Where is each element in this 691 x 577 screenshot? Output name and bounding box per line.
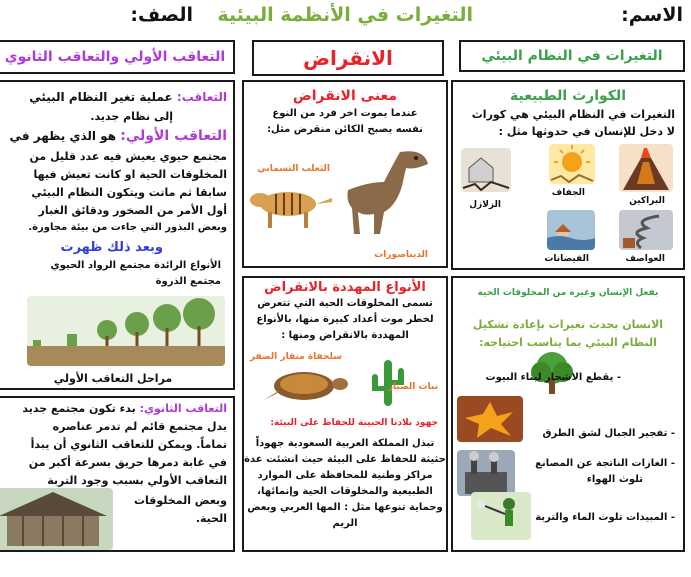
spray-icon: [471, 492, 531, 540]
sun-icon: [549, 144, 595, 184]
house-icon: [0, 488, 113, 550]
natural-disasters-panel: [451, 80, 685, 270]
secondary-succession-panel: [0, 396, 235, 552]
flood-icon: [547, 210, 595, 250]
extinction-box-title: الانقراض: [303, 46, 393, 70]
volcano-icon: [619, 144, 673, 192]
primary-line-2: مجتمع حيوي يعيش فيه عدد قليل من: [29, 150, 227, 163]
secondary-label: التعاقب الثانوي:: [139, 402, 227, 415]
meaning-text-1: عندما يموت اخر فرد من النوع: [272, 108, 418, 119]
name-label: الاسم:: [621, 4, 683, 26]
succession-stages-icon: [27, 296, 225, 366]
thylacine-label: الثعلب التسماني: [257, 164, 330, 174]
cactus-label: نبات الصبار: [387, 382, 438, 392]
endangered-text-2: لخطر موت أعداد كبيرة منها، بالأنواع: [256, 314, 434, 325]
class-label: الصف:: [130, 4, 193, 26]
meaning-text-2: نفسه يصبح الكائن منقرض مثل:: [267, 124, 423, 135]
efforts-line-6: الريم: [332, 518, 358, 529]
meaning-title: معنى الانقراض: [292, 88, 398, 104]
succession-text-2: إلى نظام جديد.: [90, 110, 173, 123]
succession-def: [29, 90, 227, 104]
human-title-1: الانسان يحدث تغيرات بإعادة تشكيل: [472, 318, 664, 331]
secondary-line-7: الحية.: [195, 512, 227, 525]
human-item-5: - المبيدات تلوث الماء والتربة: [535, 512, 675, 523]
primary-succession-panel: [0, 80, 235, 390]
secondary-line-5: التعاقب الأولي بسبب وجود التربة: [47, 474, 227, 487]
turtle-label: سلحفاة منقار الصقر: [249, 352, 342, 362]
changes-box: [459, 40, 685, 72]
extinction-meaning-panel: [242, 80, 448, 268]
thylacine-icon: [246, 180, 334, 234]
succession-text: عملية تغير النظام البيئي: [29, 90, 173, 104]
primary-line-4: سابقا ثم ماتت ويتكون النظام البيئي: [31, 186, 227, 199]
dinosaur-icon: [344, 142, 436, 238]
endangered-text-3: المهددة بالانقراض ومنها :: [281, 330, 409, 341]
endangered-text-1: تسمى المخلوقات الحية التي تتعرض: [257, 298, 433, 309]
primary-line-3: المخلوقات الحية او كانت تعيش فيها: [33, 168, 227, 181]
natural-text-1: التغيرات في النظام البيئي هي كوراث: [471, 108, 675, 121]
primary-line-1: هو الذي يظهر في: [9, 129, 117, 143]
efforts-line-5: وحماية تنوعها مثل : المها العربي وبعض: [247, 502, 443, 513]
storm-label: العواصف: [625, 254, 665, 264]
endangered-title: الأنواع المهددة بالانقراض: [264, 280, 426, 295]
human-title-2: النظام البيئي بما يناسب احتياجه:: [479, 336, 657, 349]
cracked-earth-icon: [461, 148, 511, 192]
changes-box-title: التغيرات في النظام البيئي: [481, 48, 663, 64]
turtle-icon: [260, 364, 350, 404]
endangered-panel: [242, 276, 448, 552]
dinosaur-label: الديناصورات: [374, 250, 428, 260]
earthquake-label: الزلازل: [469, 200, 501, 210]
secondary-line-2: بدل مجتمع قائم لم تدمر عناصره: [52, 420, 227, 433]
secondary-line-3: تماماً. ويمكن للتعاقب الثانوي أن يبدأ: [30, 438, 227, 451]
primary-def: [10, 128, 227, 144]
human-item-2: - تفجير الجبال لشق الطرق: [542, 428, 675, 439]
natural-disasters-title: الكوارث الطبيعية: [509, 88, 626, 104]
after-title: وبعد ذلك ظهرت: [60, 240, 163, 255]
after-line-2: مجتمع الذروة: [155, 276, 221, 287]
natural-text-2: لا دخل للإنسان في حدوثها مثل :: [498, 125, 675, 138]
factory-icon: [457, 450, 515, 496]
human-subtitle: بفعل الإنسان وغيره من المخلوقات الحية: [477, 288, 659, 298]
human-changes-panel: [451, 276, 685, 552]
succession-box: [0, 40, 235, 74]
efforts-line-1: تبذل المملكة العربية السعودية جهوداً: [255, 438, 435, 449]
primary-label: التعاقب الأولي:: [120, 128, 227, 144]
efforts-title: جهود بلادنا الحبيبة للحفاظ على البيئة:: [270, 418, 438, 428]
human-item-3: - الغازات الناتجة عن المصانع: [535, 458, 675, 469]
succession-box-title: التعاقب الأولي والتعاقب الثانوي: [4, 49, 226, 65]
secondary-def: [22, 402, 227, 415]
drought-label: الجفاف: [551, 188, 585, 198]
flood-label: الفيضانات: [544, 254, 589, 264]
efforts-line-2: حثيثة للحفاظ على البيئة حيث انشئت عدة: [244, 454, 446, 465]
secondary-line-4: في غابة دمرها حريق بسرعة أكبر من: [28, 456, 227, 469]
secondary-line-1: بدء تكون مجتمع جديد: [22, 402, 136, 415]
human-item-1: - يقطع الاشجار لبناء البيوت: [485, 372, 621, 383]
page-title: التغيرات في الأنظمة البيئية: [217, 4, 473, 26]
explosion-icon: [457, 396, 523, 442]
stages-caption: مراحل التعاقب الأولي: [53, 372, 173, 385]
primary-line-5: أول الأمر من الصخور ودقائق الغبار: [38, 204, 227, 217]
secondary-line-6: وبعض المخلوقات: [134, 494, 227, 507]
efforts-line-3: مراكز وطنية للمحافظة على الموارد: [257, 470, 433, 481]
primary-line-6: وبعض البذور التي جاءت من بيئة مجاورة.: [28, 222, 227, 233]
extinction-box: [252, 40, 444, 76]
volcano-label: البراكين: [629, 196, 665, 206]
efforts-line-4: الطبيعية والمخلوقات الحية وإنمائها،: [257, 486, 433, 497]
human-item-4: تلوث الهواء: [586, 474, 643, 485]
after-line-1: الأنواع الرائدة مجتمع الرواد الحيوي: [50, 260, 221, 271]
succession-label: التعاقب:: [176, 90, 227, 104]
storm-icon: [619, 210, 673, 250]
